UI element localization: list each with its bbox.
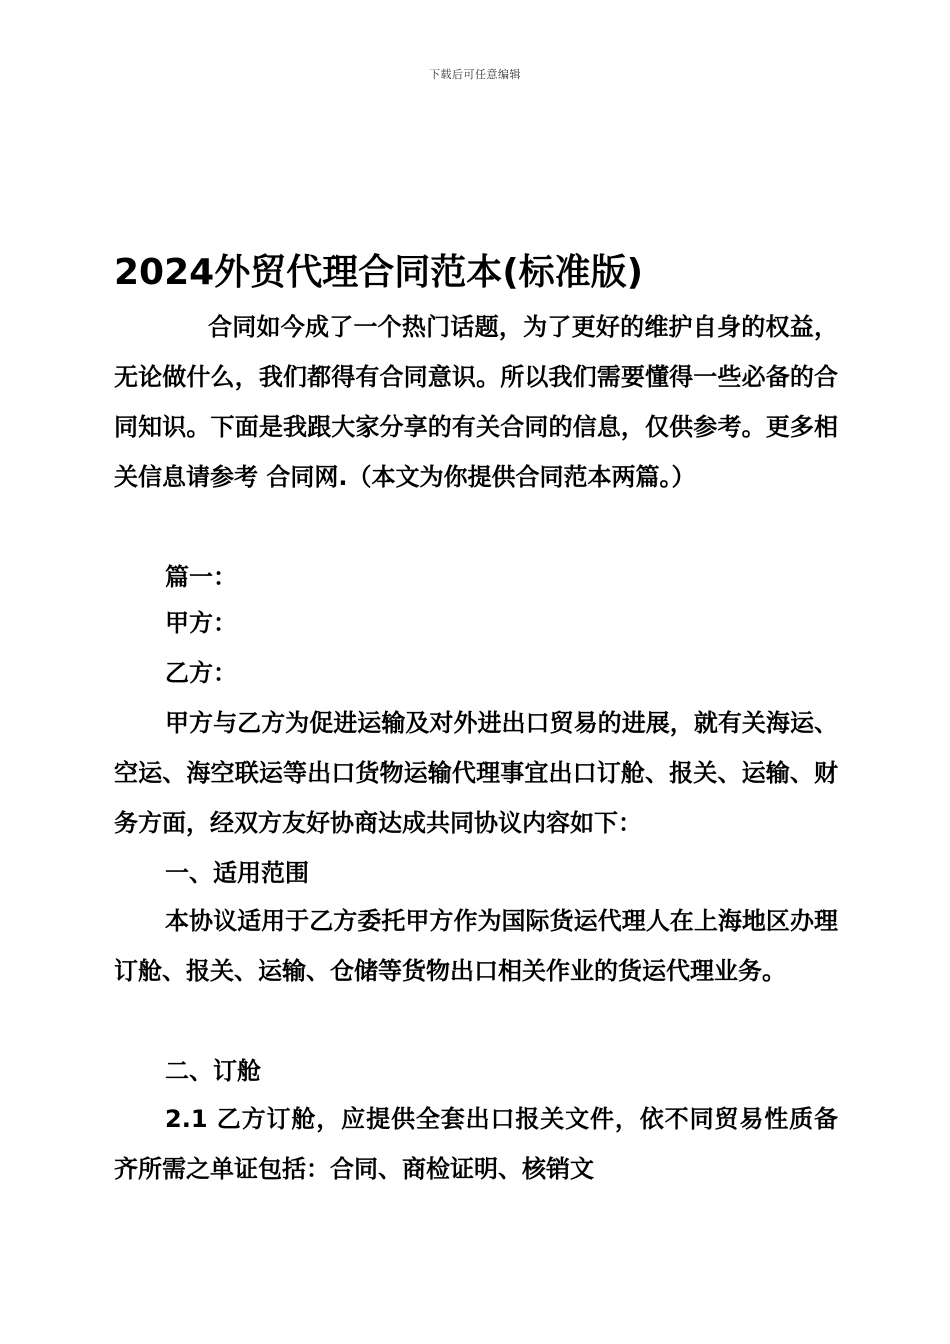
- agreement-preamble-paragraph: 甲方与乙方为促进运输及对外进出口贸易的进展，就有关海运、空运、海空联运等出口货物运输代理事宜出口订舱、报关、运输、财务方面，经双方友好协商达成共同协议内容如下：: [114, 709, 838, 837]
- intro-paragraph: 合同如今成了一个热门话题，为了更好的维护自身的权益，无论做什么，我们都得有合同意识。所以我们需要懂得一些必备的合同知识。下面是我跟大家分享的有关合同的信息，仅供参考。更多相关信息请参考 合同网.（本文为你提供合同范本两篇。）: [114, 313, 838, 491]
- section-label-part-one: 篇一：: [165, 563, 237, 591]
- section-heading-scope: 一、适用范围: [165, 859, 309, 887]
- scope-paragraph: 本协议适用于乙方委托甲方作为国际货运代理人在上海地区办理订舱、报关、运输、仓储等货物出口相关作业的货运代理业务。: [114, 907, 838, 985]
- party-b-label: 乙方：: [165, 659, 237, 687]
- document-title: 2024外贸代理合同范本(标准版): [114, 252, 644, 293]
- party-a-label: 甲方：: [165, 609, 237, 637]
- section-heading-booking: 二、订舱: [165, 1057, 261, 1085]
- clause-2-1-paragraph: 2.1 乙方订舱，应提供全套出口报关文件，依不同贸易性质备齐所需之单证包括：合同、商检证明、核销文: [114, 1105, 838, 1183]
- page-header-note: 下载后可任意编辑: [429, 68, 521, 81]
